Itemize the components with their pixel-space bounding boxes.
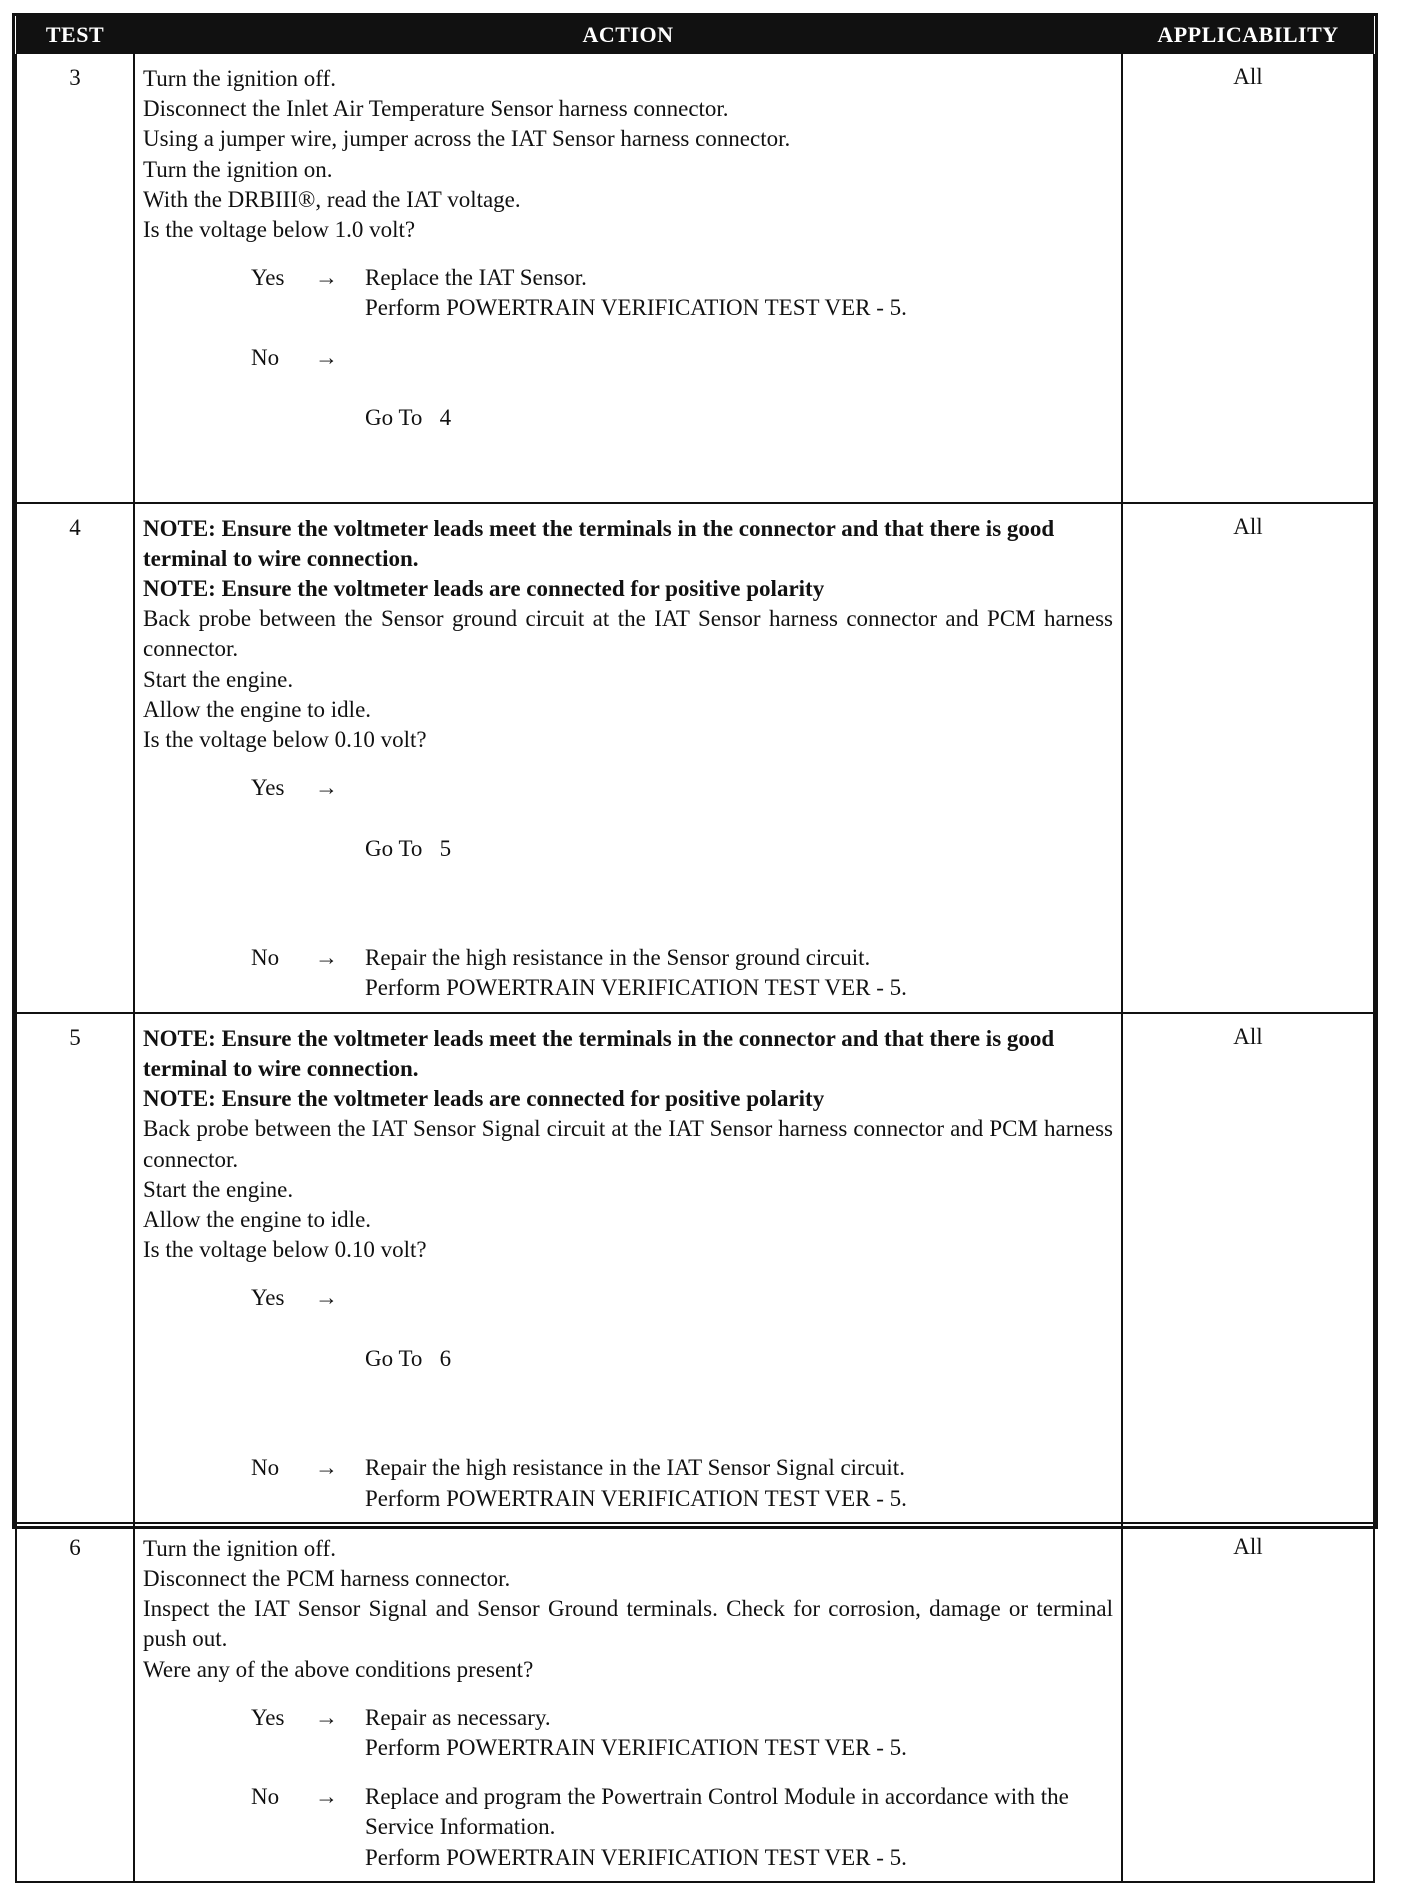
test-row-5: [16, 1013, 1374, 1523]
applicability: All: [1122, 503, 1374, 1013]
arrow-icon: →: [315, 344, 338, 370]
step: Disconnect the PCM harness connector.: [143, 1565, 511, 1591]
instruction: Back probe between the IAT Sensor Signal circuit at the IAT Sensor harness connector and PCM harness connector.: [143, 1116, 1113, 1172]
no-label: No: [251, 344, 280, 370]
step: Allow the engine to idle.: [143, 1206, 372, 1232]
step: Turn the ignition off.: [143, 1535, 336, 1561]
note: NOTE: Ensure the voltmeter leads are connected for positive polarity: [143, 576, 825, 602]
question: Is the voltage below 1.0 volt?: [143, 217, 416, 243]
applicability: All: [1122, 1523, 1374, 1882]
result-line: Go To 6: [365, 1345, 452, 1371]
step: With the DRBIII®, read the IAT voltage.: [143, 186, 521, 212]
result-line: Go To 5: [365, 835, 452, 861]
header-test: TEST: [16, 16, 134, 54]
diagnostic-test-table: [12, 13, 1378, 1870]
test-number: 3: [16, 54, 134, 503]
no-label: No: [251, 945, 280, 971]
arrow-icon: →: [315, 945, 338, 971]
result-line: Perform POWERTRAIN VERIFICATION TEST VER - 5.: [365, 1734, 907, 1760]
question: Were any of the above conditions present?: [143, 1656, 534, 1682]
header-applicability: APPLICABILITY: [1122, 16, 1374, 54]
test-number: 6: [16, 1523, 134, 1882]
action-cell: [134, 54, 1122, 503]
test-row-3: [16, 54, 1374, 503]
note: NOTE: Ensure the voltmeter leads are connected for positive polarity: [143, 1086, 825, 1112]
test-row-4: [16, 503, 1374, 1013]
no-branch: [251, 1453, 1113, 1513]
yes-branch: [251, 1283, 1113, 1434]
yes-result: [365, 1283, 1113, 1434]
step: Start the engine.: [143, 1176, 294, 1202]
no-branch: [251, 1782, 1113, 1873]
no-branch: [251, 343, 1113, 494]
arrow-icon: →: [315, 1784, 338, 1810]
result-line: Perform POWERTRAIN VERIFICATION TEST VER - 5.: [365, 1485, 907, 1511]
yes-result: [365, 1703, 1113, 1763]
yes-label: Yes: [251, 775, 285, 801]
step: Start the engine.: [143, 666, 294, 692]
step: Turn the ignition on.: [143, 156, 333, 182]
yes-label: Yes: [251, 265, 285, 291]
result-line: Go To 4: [365, 405, 452, 431]
result-line: Replace and program the Powertrain Control Module in accordance with the Service Information.: [365, 1784, 1069, 1840]
no-label: No: [251, 1784, 280, 1810]
arrow-icon: →: [315, 1455, 338, 1481]
arrow-icon: →: [315, 775, 338, 801]
yes-label: Yes: [251, 1285, 285, 1311]
result-line: Repair the high resistance in the Sensor ground circuit.: [365, 945, 871, 971]
action-cell: [134, 1523, 1122, 1882]
no-result: [365, 943, 1113, 1003]
test-number: 4: [16, 503, 134, 1013]
action-cell: [134, 503, 1122, 1013]
instruction: Back probe between the Sensor ground circuit at the IAT Sensor harness connector and PCM harness connector.: [143, 606, 1113, 662]
yes-result: [365, 773, 1113, 924]
yes-label: Yes: [251, 1704, 285, 1730]
yes-branch: [251, 1703, 1113, 1763]
no-branch: [251, 943, 1113, 1003]
header-row: [16, 16, 1374, 54]
no-label: No: [251, 1455, 280, 1481]
test-number: 5: [16, 1013, 134, 1523]
arrow-icon: →: [315, 265, 338, 291]
arrow-icon: →: [315, 1285, 338, 1311]
yes-branch: [251, 263, 1113, 323]
header-action: ACTION: [134, 16, 1122, 54]
no-result: [365, 1782, 1113, 1873]
step: Disconnect the Inlet Air Temperature Sensor harness connector.: [143, 96, 729, 122]
step: Turn the ignition off.: [143, 66, 336, 91]
note: NOTE: Ensure the voltmeter leads meet the terminals in the connector and that there is good terminal to wire connection.: [143, 1025, 1055, 1081]
result-line: Replace the IAT Sensor.: [365, 265, 587, 291]
question: Is the voltage below 0.10 volt?: [143, 727, 427, 753]
test-table: [15, 16, 1375, 1883]
yes-branch: [251, 773, 1113, 924]
yes-result: [365, 263, 1113, 323]
applicability: All: [1122, 1013, 1374, 1523]
action-cell: [134, 1013, 1122, 1523]
no-result: [365, 343, 1113, 494]
note: NOTE: Ensure the voltmeter leads meet the terminals in the connector and that there is good terminal to wire connection.: [143, 515, 1055, 571]
arrow-icon: →: [315, 1704, 338, 1730]
step: Allow the engine to idle.: [143, 696, 372, 722]
result-line: Repair as necessary.: [365, 1704, 551, 1730]
no-result: [365, 1453, 1113, 1513]
step: Using a jumper wire, jumper across the IAT Sensor harness connector.: [143, 126, 791, 152]
question: Is the voltage below 0.10 volt?: [143, 1237, 427, 1263]
result-line: Perform POWERTRAIN VERIFICATION TEST VER - 5.: [365, 1844, 907, 1870]
result-line: Perform POWERTRAIN VERIFICATION TEST VER - 5.: [365, 975, 907, 1001]
result-line: Perform POWERTRAIN VERIFICATION TEST VER - 5.: [365, 295, 907, 321]
test-row-6: [16, 1523, 1374, 1882]
applicability: All: [1122, 54, 1374, 503]
instruction: Inspect the IAT Sensor Signal and Sensor Ground terminals. Check for corrosion, damage or terminal push out.: [143, 1596, 1113, 1652]
result-line: Repair the high resistance in the IAT Sensor Signal circuit.: [365, 1455, 905, 1481]
